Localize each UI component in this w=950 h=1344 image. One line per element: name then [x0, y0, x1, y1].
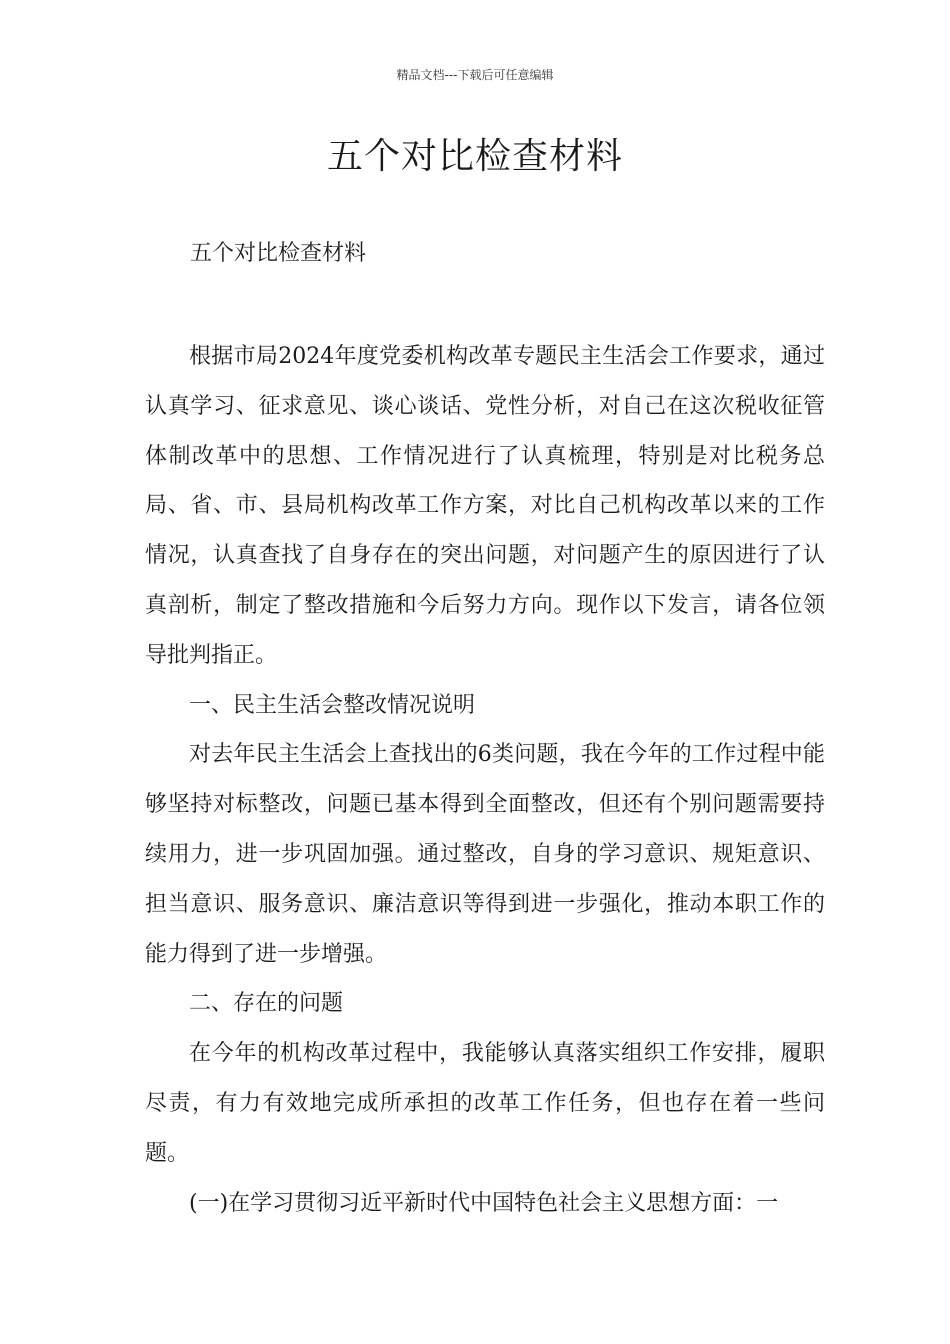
document-title: 五个对比检查材料 — [326, 136, 623, 177]
header-note: 精品文档---下载后可任意编辑 — [396, 68, 554, 82]
section-heading-1: 一、民主生活会整改情况说明 — [189, 692, 476, 718]
subsection-heading-1: (一)在学习贯彻习近平新时代中国特色社会主义思想方面：一 — [189, 1190, 779, 1216]
document-body — [145, 332, 825, 1228]
document-subtitle: 五个对比检查材料 — [190, 241, 367, 266]
paragraph-problems: 在今年的机构改革过程中，我能够认真落实组织工作安排，履职尽责，有力有效地完成所承担的改革工作任务，但也存在着一些问题。 — [145, 1041, 825, 1166]
section-heading-2: 二、存在的问题 — [189, 991, 344, 1017]
paragraph-intro: 根据市局2024年度党委机构改革专题民主生活会工作要求，通过认真学习、征求意见、谈心谈话、党性分析，对自己在这次税收征管体制改革中的思想、工作情况进行了认真梳理，特别是对比税务总局、省、市、县局机构改革工作方案，对比自己机构改革以来的工作情况，认真查找了自身存在的突出问题，对问题产生的原因进行了认真剖析，制定了整改措施和今后努力方向。现作以下发言，请各位领导批判指正。 — [145, 344, 825, 668]
paragraph-rectification: 对去年民主生活会上查找出的6类问题，我在今年的工作过程中能够坚持对标整改，问题已基本得到全面整改，但还有个别问题需要持续用力，进一步巩固加强。通过整改，自身的学习意识、规矩意识、担当意识、服务意识、廉洁意识等得到进一步强化，推动本职工作的能力得到了进一步增强。 — [145, 742, 825, 967]
